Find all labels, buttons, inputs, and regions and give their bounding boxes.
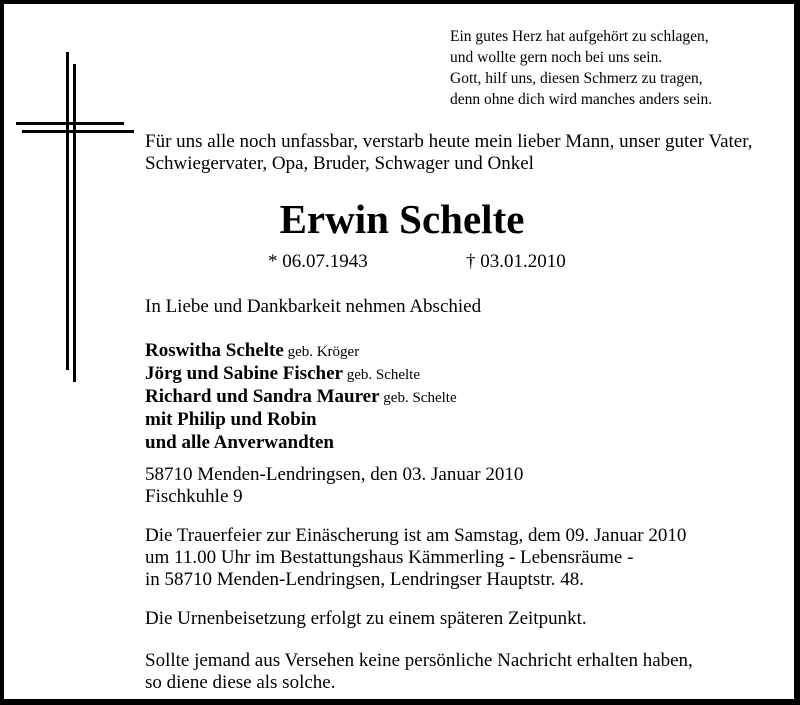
family-member-suffix: geb. Schelte <box>342 367 421 383</box>
family-member-name: Richard und Sandra Maurer <box>145 386 380 407</box>
poem <box>450 26 712 110</box>
intro-line: Für uns alle noch unfassbar, verstarb heute mein lieber Mann, unser guter Vater, <box>145 131 753 152</box>
death-date: † 03.01.2010 <box>466 251 566 272</box>
closing-line: so diene diese als solche. <box>145 672 336 693</box>
poem-line: denn ohne dich wird manches anders sein. <box>450 91 713 108</box>
family-member <box>145 363 457 386</box>
poem-line: und wollte gern noch bei uns sein. <box>450 49 663 66</box>
family-member <box>145 386 457 409</box>
family-member-name: und alle Anverwandten <box>145 432 334 453</box>
family-member <box>145 340 457 363</box>
address-block <box>145 464 523 508</box>
family-member <box>145 432 457 455</box>
notice-border-bottom <box>0 699 800 705</box>
intro-line: Schwiegervater, Opa, Bruder, Schwager und Onkel <box>145 153 534 174</box>
family-list <box>145 340 457 455</box>
closing-note <box>145 650 693 694</box>
closing-line: Sollte jemand aus Versehen keine persönliche Nachricht erhalten haben, <box>145 650 693 671</box>
family-member-suffix: geb. Schelte <box>379 390 457 406</box>
farewell-line: In Liebe und Dankbarkeit nehmen Abschied <box>145 296 482 317</box>
intro-text <box>145 131 753 175</box>
poem-line: Gott, hilf uns, diesen Schmerz zu tragen, <box>450 70 703 87</box>
family-member <box>145 409 457 432</box>
service-line: um 11.00 Uhr im Bestattungshaus Kämmerling - Lebensräume - <box>145 547 634 568</box>
family-member-name: Jörg und Sabine Fischer <box>145 363 343 384</box>
notice-border-right <box>794 0 800 705</box>
address-line: 58710 Menden-Lendringsen, den 03. Januar 2010 <box>145 464 524 485</box>
service-line: in 58710 Menden-Lendringsen, Lendringser Hauptstr. 48. <box>145 569 585 590</box>
service-line: Die Trauerfeier zur Einäscherung ist am Samstag, dem 09. Januar 2010 <box>145 525 687 546</box>
deceased-name: Erwin Schelte <box>279 196 525 242</box>
service-info <box>145 525 686 591</box>
family-member-suffix: geb. Kröger <box>283 344 360 360</box>
birth-date: * 06.07.1943 <box>268 251 368 272</box>
poem-line: Ein gutes Herz hat aufgehört zu schlagen, <box>450 28 709 45</box>
family-member-name: Roswitha Schelte <box>145 340 284 361</box>
urn-burial-note: Die Urnenbeisetzung erfolgt zu einem späteren Zeitpunkt. <box>145 608 587 629</box>
family-member-name: mit Philip und Robin <box>145 409 317 430</box>
address-line: Fischkuhle 9 <box>145 486 243 507</box>
